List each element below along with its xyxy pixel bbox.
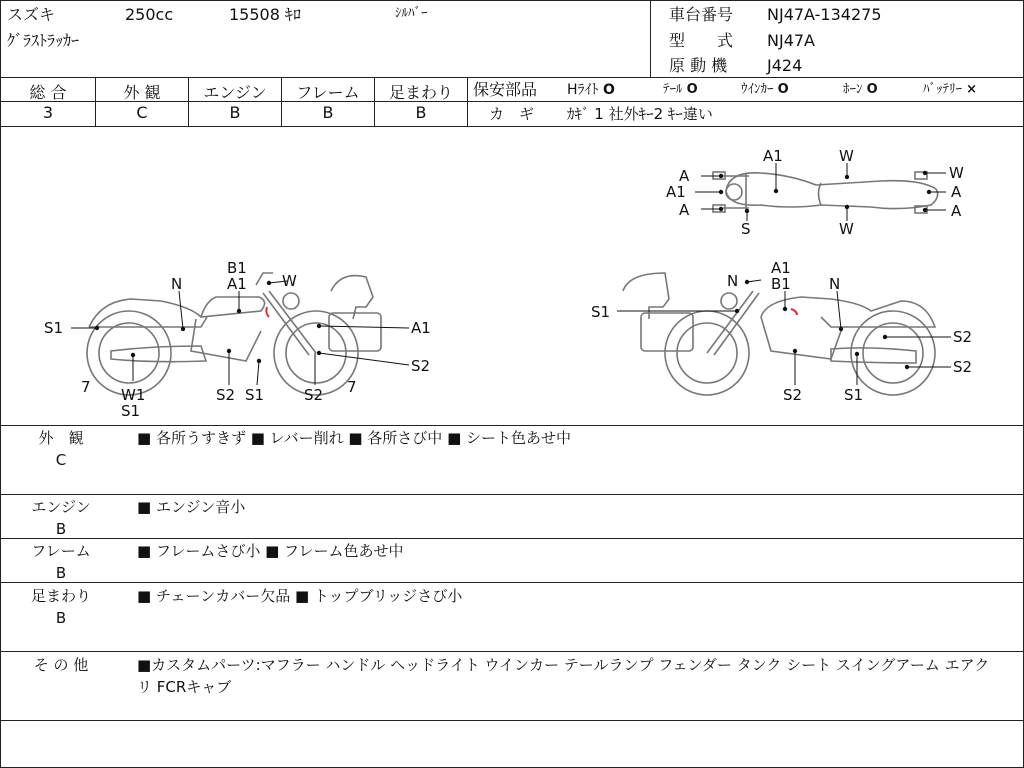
- section-label-engine: エンジン B: [31, 498, 91, 538]
- left-label-7: 7: [81, 378, 91, 396]
- grade-engine-label: エンジン: [203, 83, 267, 102]
- left-label-n: N: [171, 275, 183, 293]
- top-label-a1: A1: [666, 183, 686, 201]
- grade-suspension-label: 足まわり: [388, 83, 453, 102]
- mileage: 15508 ｷﾛ: [229, 5, 301, 24]
- safety-label: 保安部品: [473, 80, 538, 99]
- right-label-a1: A1: [771, 259, 791, 277]
- grade-engine: B: [229, 103, 241, 122]
- left-label-s2: S2: [411, 357, 431, 375]
- left-label-w1: W1: [121, 386, 146, 404]
- frame-no: NJ47A-134275: [767, 5, 882, 24]
- section-text-other: ■カスタムパーツ:マフラー ハンドル ヘッドライト ウインカー テールランプ フェンダー タンク シート スイングアーム エアクリ FCRキャブ: [137, 656, 990, 696]
- left-label-7: 7: [347, 378, 357, 396]
- safety-headlight: Hﾗｲﾄ O: [567, 82, 615, 98]
- right-label-n: N: [727, 272, 739, 290]
- left-label-a1: A1: [227, 275, 247, 293]
- right-label-s1: S1: [591, 303, 611, 321]
- displacement: 250cc: [125, 5, 174, 24]
- top-label-w: W: [839, 220, 854, 238]
- safety-horn: ﾎｰﾝ O: [843, 82, 878, 97]
- safety-battery: ﾊﾞｯﾃﾘｰ ×: [923, 82, 978, 97]
- top-label-a: A: [679, 201, 690, 219]
- section-label-exterior: 外 観 C: [38, 429, 84, 469]
- left-label-s2: S2: [304, 386, 324, 404]
- left-label-s2: S2: [216, 386, 236, 404]
- right-label-s2: S2: [953, 328, 973, 346]
- divider: [1, 101, 95, 102]
- divider: [1, 582, 1023, 583]
- grade-frame: B: [322, 103, 334, 122]
- grade-overall: 3: [42, 103, 54, 122]
- grade-exterior-label: 外 観: [123, 83, 161, 102]
- top-view-markers: [695, 163, 946, 221]
- section-label-frame: フレーム B: [31, 542, 91, 582]
- grade-suspension: B: [415, 103, 427, 122]
- type-label: 型 式: [669, 31, 734, 50]
- divider: [95, 101, 467, 102]
- left-label-w: W: [282, 272, 297, 290]
- right-label-s2: S2: [953, 358, 973, 376]
- section-text-suspension: ■ チェーンカバー欠品 ■ トップブリッジさび小: [137, 587, 463, 605]
- top-label-a: A: [951, 183, 962, 201]
- grade-frame-label: フレーム: [296, 83, 360, 102]
- top-label-a: A: [951, 202, 962, 220]
- right-label-s1: S1: [844, 386, 864, 404]
- type-value: NJ47A: [767, 31, 815, 50]
- divider: [1, 77, 1023, 78]
- left-label-a1: A1: [411, 319, 431, 337]
- right-label-b1: B1: [771, 275, 791, 293]
- safety-tail: ﾃｰﾙ O: [663, 82, 698, 97]
- section-text-exterior: ■ 各所うすきず ■ レバー削れ ■ 各所さび中 ■ シート色あせ中: [137, 429, 572, 447]
- bike-diagram: [1, 127, 1023, 425]
- left-label-s1: S1: [121, 402, 141, 420]
- right-label-n: N: [829, 275, 841, 293]
- model-name: ｸﾞﾗｽﾄﾗｯｶｰ: [7, 31, 80, 50]
- key-text: ｶｷﾞ 1 社外ｷｰ2 ｷｰ違い: [567, 105, 713, 123]
- left-label-b1: B1: [227, 259, 247, 277]
- bike-top-view: [713, 172, 938, 213]
- divider: [467, 101, 1023, 102]
- frame-no-label: 車台番号: [669, 5, 734, 24]
- section-text-frame: ■ フレームさび小 ■ フレーム色あせ中: [137, 542, 404, 560]
- right-label-s2: S2: [783, 386, 803, 404]
- top-label-w: W: [949, 164, 964, 182]
- maker: スズキ: [7, 5, 56, 24]
- safety-winker: ｳｲﾝｶｰ O: [741, 82, 789, 97]
- left-label-s1: S1: [245, 386, 265, 404]
- divider: [1, 720, 1023, 721]
- divider: [1, 425, 1023, 426]
- top-label-a1: A1: [763, 147, 783, 165]
- divider: [1, 494, 1023, 495]
- top-label-s: S: [741, 220, 751, 238]
- grade-exterior: C: [136, 103, 148, 122]
- top-label-w: W: [839, 147, 854, 165]
- engine-value: J424: [767, 56, 803, 75]
- key-label: カ ギ: [489, 105, 535, 123]
- divider: [1, 538, 1023, 539]
- right-view-markers: [617, 280, 951, 385]
- section-label-other: そ の 他: [33, 656, 89, 674]
- grade-overall-label: 総 合: [29, 83, 67, 102]
- engine-label: 原 動 機: [669, 56, 728, 75]
- top-label-a: A: [679, 167, 690, 185]
- divider: [650, 1, 651, 77]
- section-text-engine: ■ エンジン音小: [137, 498, 246, 516]
- body-color: ｼﾙﾊﾞｰ: [395, 6, 428, 21]
- divider: [1, 651, 1023, 652]
- section-label-suspension: 足まわり B: [30, 587, 91, 627]
- left-label-s1: S1: [44, 319, 64, 337]
